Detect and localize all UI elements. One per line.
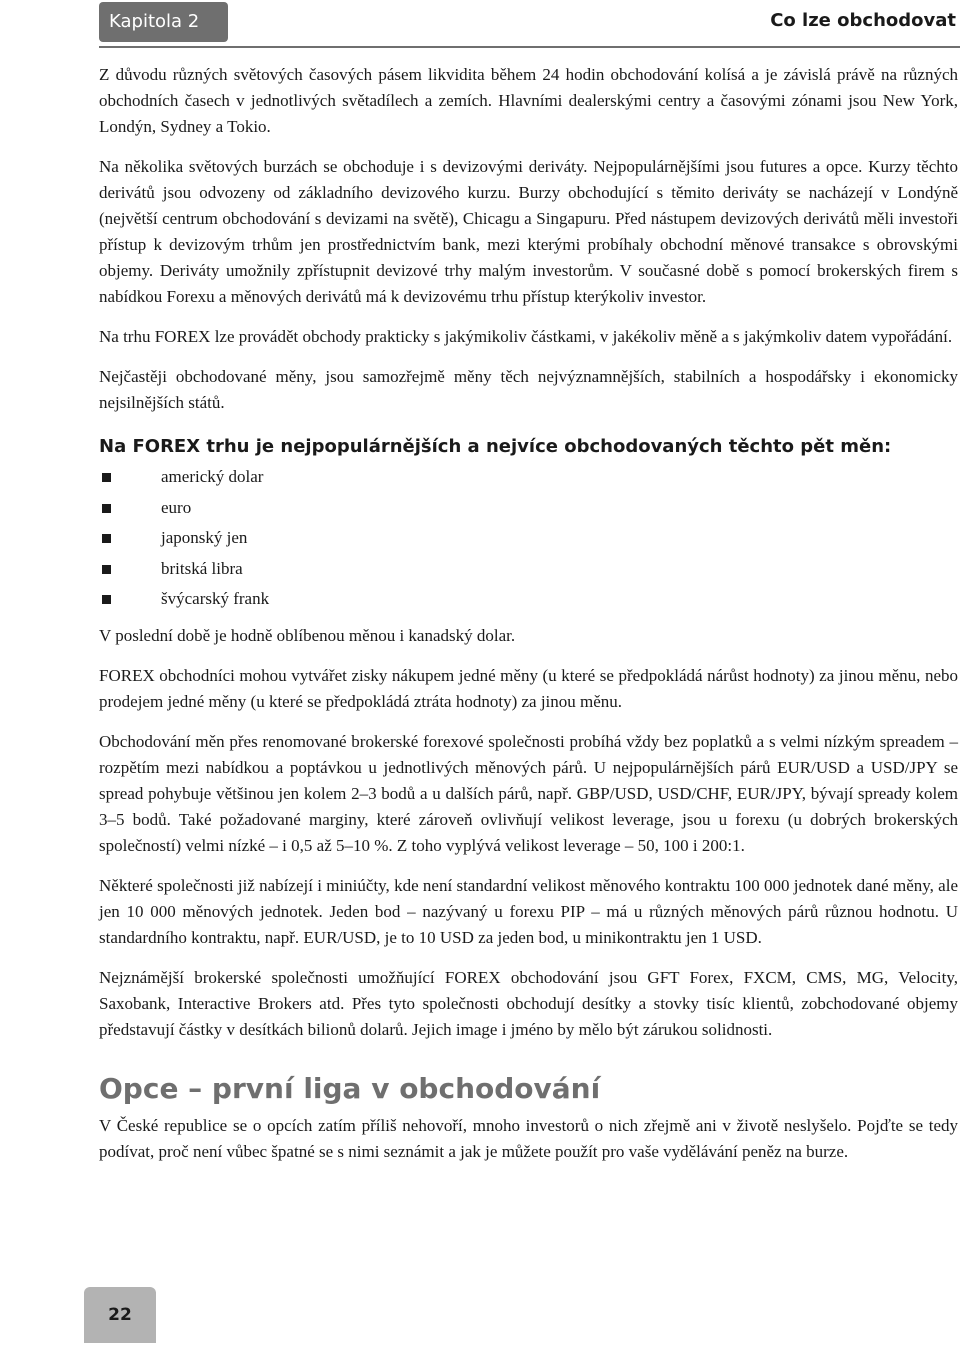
- paragraph: V České republice se o opcích zatím příliš nehovoří, mnoho investorů o nich zřejmě ani v životě neslyšelo. Pojďte se tedy podívat, proč není vůbec špatné se s nimi seznámit a jak je můžete použít pro vaše vydělávání peněz na burze.: [99, 1115, 958, 1161]
- list-item-label: euro: [161, 497, 192, 517]
- paragraph: Obchodování měn přes renomované brokerské forexové společnosti probíhá vždy bez poplatků a s velmi nízkým spreadem – rozpětím mezi nabídkou a poptávkou u jednotlivých měnových párů. U nejpopulárnějších párů EUR/USD a USD/JPY se spread pohybuje většinou jen kolem 2–3 bodů a u dalších párů, např. GBP/USD, USD/CHF, EUR/JPY, bývají spready kolem 3–5 bodů. Také požadované marginy, které zároveň ovlivňují velikost leverage, jsou u forexu (u dobrých brokerských společností) velmi nízké – i 0,5 až 5–10 %. Z toho vyplývá velikost leverage – 50, 100 i 200:1.: [99, 731, 958, 855]
- list-item-label: americký dolar: [161, 467, 264, 486]
- square-bullet-icon: [102, 473, 111, 482]
- paragraph: Na trhu FOREX lze provádět obchody prakticky s jakýmikoliv částkami, v jakékoliv měně a s jakýmkoliv datem vypořádání.: [99, 327, 953, 346]
- header-divider: [99, 46, 960, 48]
- list-item: [99, 462, 958, 493]
- paragraph: Některé společnosti již nabízejí i miniúčty, kde není standardní velikost měnového kontraktu 100 000 jednotek dané měny, ale jen 10 000 měnových jednotek. Jeden bod – nazývaný u forexu PIP – má u různých měnových párů různou hodnotu. U standardního kontraktu, např. EUR/USD, je to 10 USD za jeden bod, u minikontraktu jen 1 USD.: [99, 875, 958, 947]
- square-bullet-icon: [102, 504, 111, 513]
- page-number: 22: [84, 1287, 156, 1343]
- square-bullet-icon: [102, 534, 111, 543]
- list-item-label: japonský jen: [161, 528, 248, 547]
- list-item: [99, 554, 958, 585]
- section-heading: Opce – první liga v obchodování: [99, 1071, 601, 1105]
- list-item: [99, 523, 958, 554]
- paragraph: FOREX obchodníci mohou vytvářet zisky nákupem jedné měny (u které se předpokládá nárůst hodnoty) za jinou měnu, nebo prodejem jedné měny (u které se předpokládá ztráta hodnoty) za jinou měnu.: [99, 665, 958, 711]
- paragraph: Nejčastěji obchodované měny, jsou samozřejmě měny těch nejvýznamnějších, stabilních a hospodářsky i ekonomicky nejsilnějších států.: [99, 367, 958, 412]
- chapter-label: Kapitola 2: [99, 2, 228, 42]
- list-item-label: britská libra: [161, 558, 243, 578]
- page-header: [0, 0, 960, 48]
- list-item: [99, 493, 958, 524]
- paragraph: Na několika světových burzách se obchoduje i s devizovými deriváty. Nejpopulárnějšími jsou futures a opce. Kurzy těchto derivátů jsou odvozeny od základního devizového kurzu. Burzy obchodující s těmito deriváty se nacházejí v Londýně (největší centrum obchodování s devizami na světě), Chicagu a Singapuru. Před nástupem devizových derivátů měli investoři přístup k devizovým trhům jen prostřednictvím bank, mezi kterými probíhaly obchodní měnové transakce s obrovskými objemy. Deriváty umožnily zpřístupnit devizové trhy malým investorům. V současné době s pomocí brokerských firem s nabídkou Forexu a měnových derivátů má k devizovému trhu přístup kterýkoliv investor.: [99, 157, 958, 306]
- paragraph: Z důvodu různých světových časových pásem likvidita během 24 hodin obchodování kolísá a je závislá právě na různých obchodních časech v jednotlivých světadílech a zemích. Hlavními dealerskými centry a časovými zónami jsou New York, Londýn, Sydney a Tokio.: [99, 65, 958, 136]
- square-bullet-icon: [102, 565, 111, 574]
- list-item-label: švýcarský frank: [161, 589, 270, 608]
- paragraph: Nejznámější brokerské společnosti umožňující FOREX obchodování jsou GFT Forex, FXCM, CMS, MG, Velocity, Saxobank, Interactive Brokers atd. Přes tyto společnosti obchodují desítky a stovky tisíc klientů, zobchodované objemy představují částky v desítkách bilionů dolarů. Jejich image i jméno by mělo být zárukou solidnosti.: [99, 967, 958, 1039]
- paragraph: V poslední době je hodně oblíbenou měnou i kanadský dolar.: [99, 625, 516, 645]
- currency-list: [99, 462, 958, 615]
- square-bullet-icon: [102, 595, 111, 604]
- running-title: Co lze obchodovat: [770, 10, 956, 31]
- currencies-heading: Na FOREX trhu je nejpopulárnějších a nejvíce obchodovaných těchto pět měn:: [99, 436, 892, 457]
- page-body: [99, 62, 958, 1179]
- list-item: [99, 584, 958, 615]
